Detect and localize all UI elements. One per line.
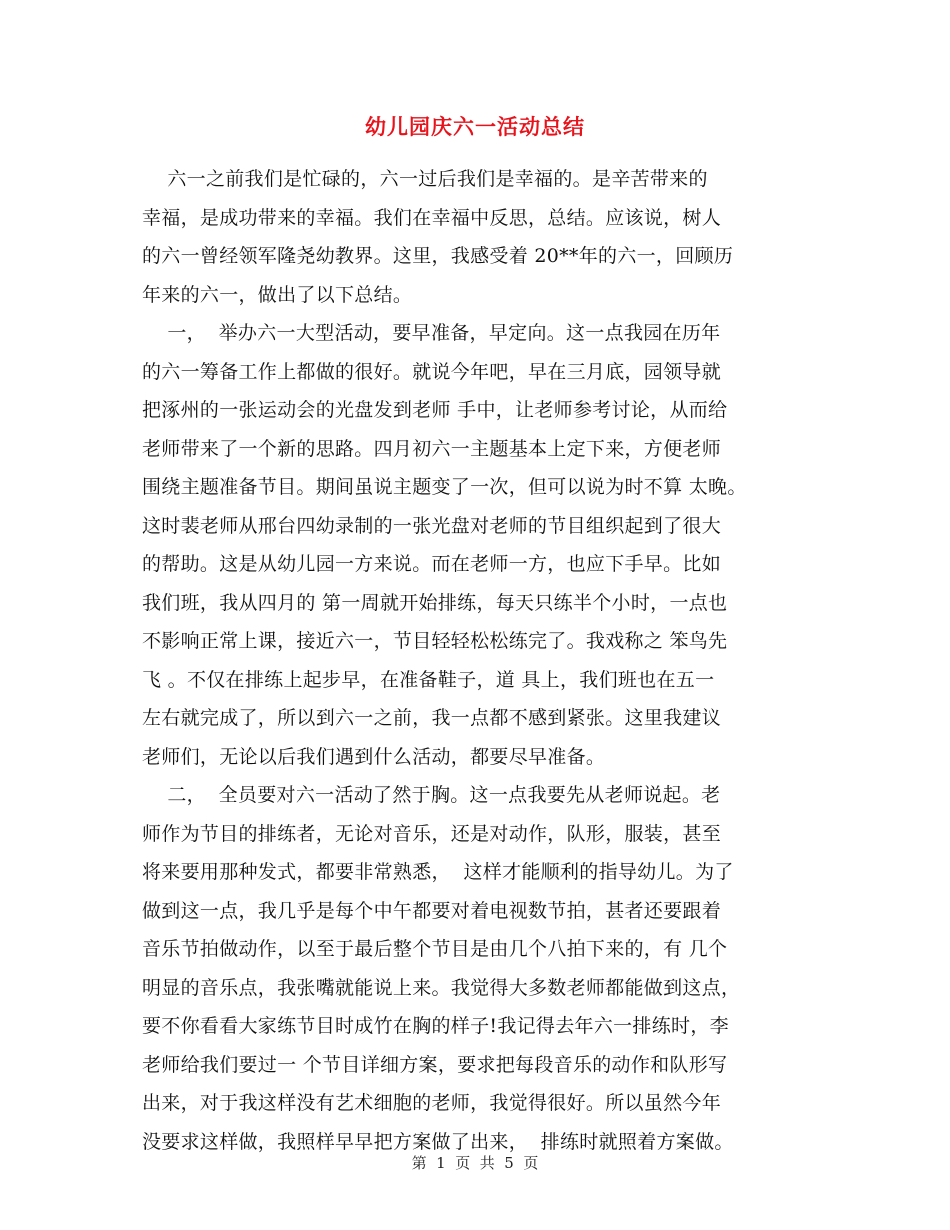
body-text-line: 将来要用那种发式，都要非常熟悉， 这样才能顺利的指导幼儿。为了	[142, 861, 734, 883]
body-text-line: 做到这一点，我几乎是每个中午都要对着电视数节拍，甚者还要跟着	[142, 899, 722, 922]
body-text-line: 我们班，我从四月的 第一周就开始排练，每天只练半个小时，一点也	[142, 591, 728, 614]
body-text-line: 一， 举办六一大型活动，要早准备，早定向。这一点我园在历年	[142, 322, 721, 344]
body-text-line: 老师带来了一个新的思路。四月初六一主题基本上定下来，方便老师	[142, 437, 722, 460]
body-text-line: 这时裴老师从邢台四幼录制的一张光盘对老师的节目组织起到了很大	[142, 514, 722, 537]
body-text-line: 把涿州的一张运动会的光盘发到老师 手中，让老师参考讨论，从而给	[142, 399, 728, 421]
body-text-line: 幸福，是成功带来的幸福。我们在幸福中反思，总结。应该说，树人	[142, 206, 722, 229]
body-text-line: 的六一曾经领军隆尧幼教界。这里，我感受着 20**年的六一，回顾历	[142, 245, 734, 267]
body-text-line: 明显的音乐点，我张嘴就能说上来。我觉得大多数老师都能做到这点，	[142, 976, 741, 999]
document-title: 幼儿园庆六一活动总结	[365, 114, 585, 139]
document-body	[142, 160, 822, 1161]
page-footer: 第 1 页 共 5 页	[411, 1154, 539, 1172]
body-text-line: 出来，对于我这样没有艺术细胞的老师，我觉得很好。所以虽然今年	[142, 1092, 722, 1114]
body-text-line: 飞 。不仅在排练上起步早，在准备鞋子，道 具上，我们班也在五一	[142, 668, 715, 691]
body-text-line: 音乐节拍做动作，以至于最后整个节目是由几个八拍下来的，有 几个	[142, 938, 728, 960]
body-text-line: 围绕主题准备节目。期间虽说主题变了一次，但可以说为时不算 太晚。	[142, 476, 747, 498]
body-text-line: 老师给我们要过一 个节目详细方案，要求把每段音乐的动作和队形写	[142, 1053, 728, 1076]
body-text-line: 的六一筹备工作上都做的很好。就说今年吧，早在三月底，园领导就	[142, 360, 722, 383]
body-text-line: 不影响正常上课，接近六一，节目轻轻松松练完了。我戏称之 笨鸟先	[142, 630, 728, 652]
body-text-line: 师作为节目的排练者，无论对音乐，还是对动作，队形，服装，甚至	[142, 822, 722, 845]
body-text-line: 的帮助。这是从幼儿园一方来说。而在老师一方，也应下手早。比如	[142, 553, 722, 575]
body-text-line: 要不你看看大家练节目时成竹在胸的样子!我记得去年六一排练时，李	[142, 1015, 729, 1037]
body-text-line: 左右就完成了，所以到六一之前，我一点都不感到紧张。这里我建议	[142, 707, 722, 729]
body-text-line: 老师们，无论以后我们遇到什么活动，都要尽早准备。	[142, 745, 606, 768]
body-text-line: 没要求这样做，我照样早早把方案做了出来， 排练时就照着方案做。	[142, 1130, 734, 1153]
body-text-line: 六一之前我们是忙碌的，六一过后我们是幸福的。是辛苦带来的	[142, 168, 708, 190]
body-text-line: 二， 全员要对六一活动了然于胸。这一点我要先从老师说起。老	[142, 784, 721, 806]
body-text-line: 年来的六一，做出了以下总结。	[142, 283, 413, 306]
